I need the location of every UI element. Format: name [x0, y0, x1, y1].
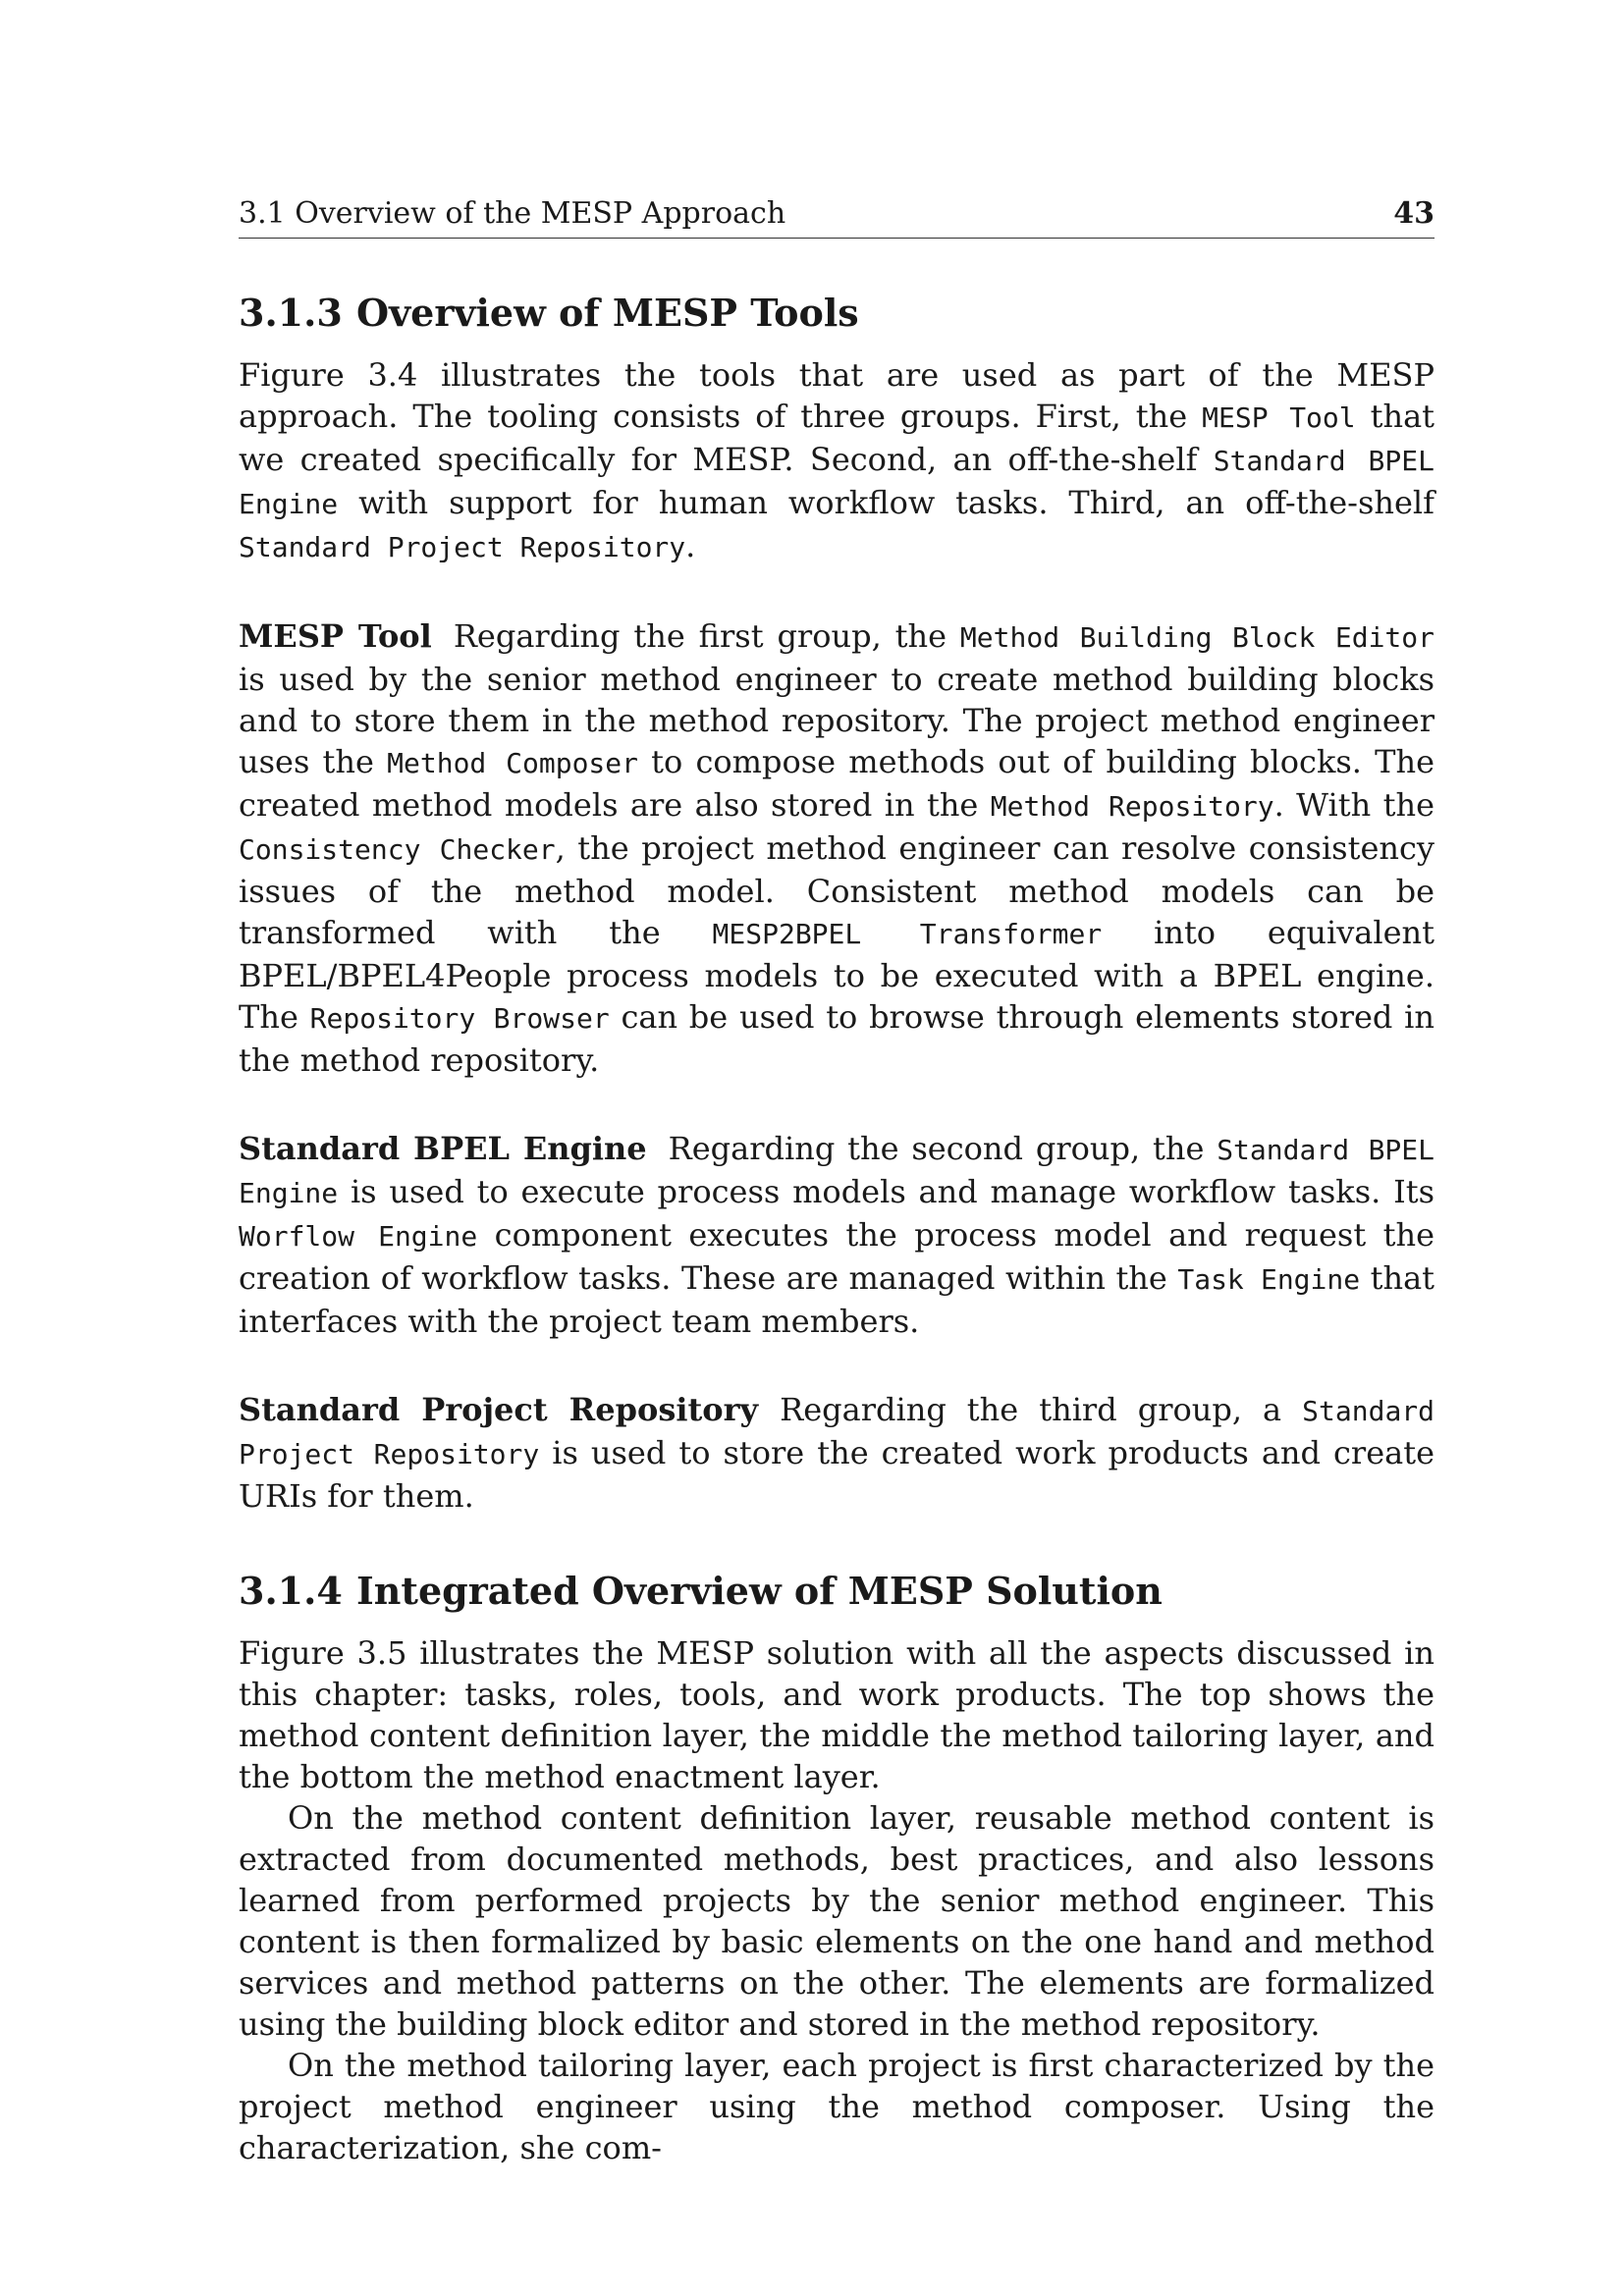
text-run: that interfaces with the project team members. — [239, 1259, 1435, 1340]
section-number: 3.1.4 — [239, 1569, 343, 1613]
text-run: is used to execute process models and manage workflow tasks. Its — [338, 1173, 1435, 1210]
text-run: component executes the process model and request the creation of workflow tasks. These are managed within the — [239, 1216, 1435, 1297]
text-run: Regarding the first group, the — [453, 617, 960, 655]
text-run: Regarding the third group, a — [780, 1391, 1303, 1428]
text-run: . With the — [1273, 786, 1435, 824]
running-header-title: 3.1 Overview of the MESP Approach — [239, 196, 786, 231]
run-in-heading: MESP Tool — [239, 617, 432, 655]
run-in-heading: Standard BPEL Engine — [239, 1130, 647, 1167]
text-run: is used by the senior method engineer to create method building blocks and to store them in the method repository. The project method engineer uses the — [239, 661, 1435, 780]
text-run: is used to store the created work products and create URIs for them. — [239, 1434, 1435, 1515]
section-heading-3-1-4 — [239, 1568, 1435, 1615]
code-term: MESP Tool — [1202, 401, 1356, 434]
text-run: with support for human workflow tasks. Third, an off-the-shelf — [338, 484, 1435, 521]
integrated-overview-paragraph-1: Figure 3.5 illustrates the MESP solution with all the aspects discussed in this chapter: tasks, roles, tools, and work products. The top shows the method content definition layer, the middle the method tailoring layer, and the bottom the method enactment layer. — [239, 1634, 1435, 1795]
code-term: Standard BPEL Engine — [239, 1134, 1435, 1209]
code-term: Method Repository — [990, 790, 1274, 823]
text-run: into equivalent BPEL/BPEL4People process models to be executed with a BPEL engine. The — [239, 914, 1435, 1036]
running-header — [239, 194, 1435, 239]
integrated-overview-paragraph-2: On the method content definition layer, reusable method content is extracted from documented methods, best practices, and also lessons learned from performed projects by the senior method engineer. This content is then formalized by basic elements on the one hand and method services and method patterns on the other. The elements are formalized using the building block editor and stored in the method repository. — [239, 1799, 1435, 2043]
code-term: Task Engine — [1177, 1263, 1361, 1296]
code-term: Method Composer — [387, 747, 638, 779]
text-run: Figure 3.4 illustrates the tools that are used as part of the MESP approach. The tooling consists of three groups. First, the — [239, 356, 1435, 435]
text-run: . — [685, 527, 696, 564]
code-term: Repository Browser — [309, 1002, 610, 1035]
code-term: Standard BPEL Engine — [239, 445, 1435, 520]
section-title: Overview of MESP Tools — [356, 291, 859, 335]
code-term: Standard Project Repository — [239, 531, 686, 563]
mesp-tool-paragraph — [239, 615, 1435, 1081]
page-number: 43 — [1393, 196, 1435, 231]
intro-paragraph — [239, 354, 1435, 568]
bpel-engine-paragraph — [239, 1128, 1435, 1342]
text-run: that we created specifically for MESP. Second, an off-the-shelf — [239, 398, 1435, 478]
code-term: Standard Project Repository — [239, 1395, 1435, 1470]
text-run: can be used to browse through elements stored in the method repository. — [239, 998, 1435, 1079]
section-number: 3.1.3 — [239, 291, 343, 335]
text-run: Regarding the second group, the — [668, 1130, 1218, 1167]
code-term: Method Building Block Editor — [959, 621, 1435, 654]
page — [239, 194, 1435, 2168]
code-term: MESP2BPEL Transformer — [712, 918, 1103, 950]
section-heading-3-1-3 — [239, 290, 1435, 337]
code-term: Consistency Checker — [239, 833, 556, 866]
code-term: Worflow Engine — [239, 1220, 478, 1253]
text-run: , the project method engineer can resolve consistency issues of the method model. Consistent method models can be transformed with the — [239, 829, 1435, 951]
section-title: Integrated Overview of MESP Solution — [356, 1569, 1163, 1613]
run-in-heading: Standard Project Repository — [239, 1391, 759, 1428]
text-run: to compose methods out of building blocks. The created method models are also stored in the — [239, 743, 1435, 824]
project-repository-paragraph — [239, 1389, 1435, 1517]
integrated-overview-paragraph-3: On the method tailoring layer, each project is first characterized by the project method engineer using the method composer. Using the characterization, she com- — [239, 2047, 1435, 2166]
